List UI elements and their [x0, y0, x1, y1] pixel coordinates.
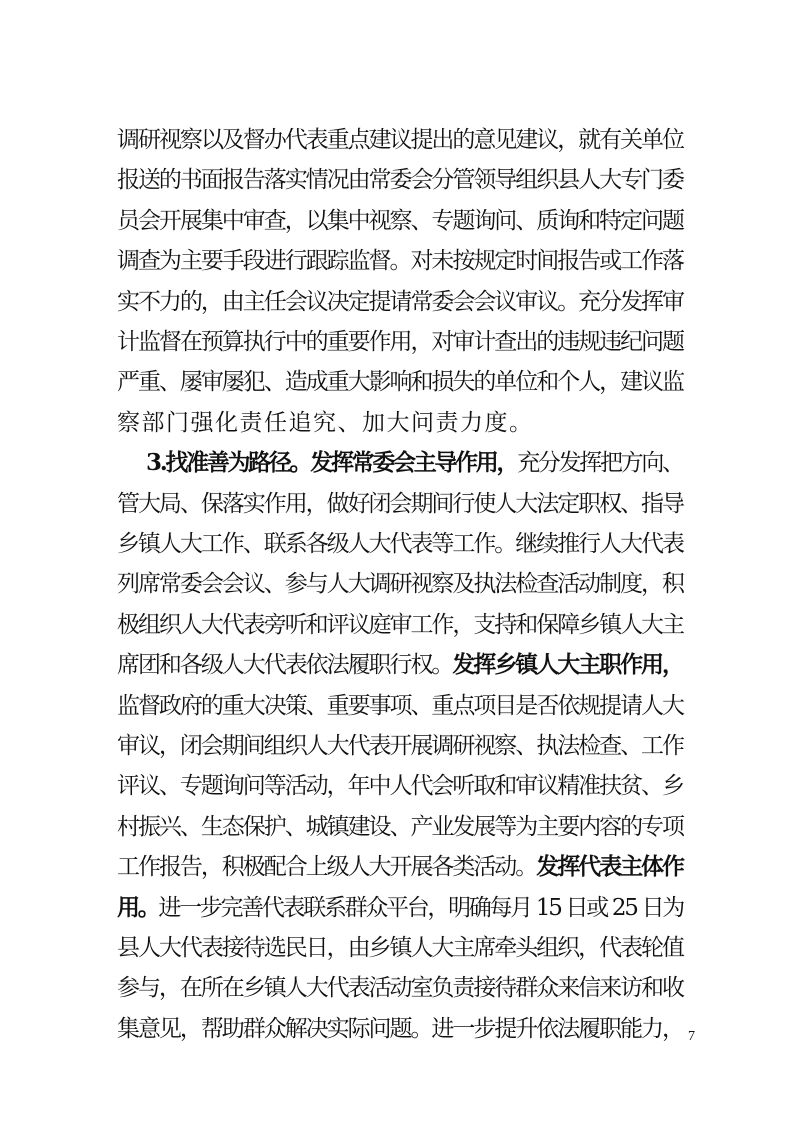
- page-number: 7: [688, 1029, 695, 1044]
- text-segment: 报送的书面报告落实情况由常委会分管领导组织县人大专门委: [117, 167, 683, 194]
- text-segment: 严重、屡审屡犯、造成重大影响和损失的单位和个人，建议监: [117, 369, 683, 396]
- text-segment: 村振兴、生态保护、城镇建设、产业发展等为主要内容的专项: [117, 813, 683, 840]
- text-segment: 评议、专题询问等活动，年中人代会听取和审议精准扶贫、乡: [117, 773, 683, 800]
- text-line: [117, 120, 687, 160]
- text-line: [117, 201, 687, 241]
- text-segment: 调查为主要手段进行跟踪监督。对未按规定时间报告或工作落: [117, 248, 683, 275]
- text-segment: 监督政府的重大决策、重要事项、重点项目是否依规提请人大: [117, 692, 683, 719]
- text-segment: 工作报告，积极配合上级人大开展各类活动。: [117, 854, 537, 881]
- text-segment: 集意见，帮助群众解决实际问题。进一步提升依法履职能力，: [117, 1015, 683, 1042]
- text-line: [117, 645, 687, 685]
- bold-text-segment: 发挥代表主体作: [536, 853, 683, 881]
- text-line: [117, 726, 687, 766]
- text-line: [117, 766, 687, 806]
- text-segment: 县人大代表接待选民日，由乡镇人大主席牵头组织，代表轮值: [117, 935, 683, 961]
- text-line: [117, 605, 687, 645]
- text-segment: 调研视察以及督办代表重点建议提出的意见建议，就有关单位: [117, 127, 683, 153]
- text-line: [117, 968, 687, 1008]
- text-line: [117, 322, 687, 362]
- text-segment: 员会开展集中审查，以集中视察、专题询问、质询和特定问题: [117, 207, 683, 234]
- bold-text-segment: 发挥常委会主导作用，: [310, 449, 518, 477]
- text-line: [117, 362, 687, 402]
- text-segment: 列席常委会会议、参与人大调研视察及执法检查活动制度，积: [117, 571, 683, 598]
- text-line: [117, 888, 687, 928]
- text-line: [117, 484, 687, 524]
- text-segment: 参与，在所在乡镇人大代表活动室负责接待群众来信来访和收: [117, 975, 683, 1002]
- bold-text-segment: 3.找准善为路径。: [146, 449, 311, 477]
- text-line: [117, 524, 687, 564]
- text-segment: 充分发挥把方向、: [517, 450, 683, 477]
- bold-text-segment: 用。: [117, 893, 159, 921]
- bold-text-segment: 发挥乡镇人大主职作用，: [452, 651, 683, 679]
- text-segment: 极组织人大代表旁听和评议庭审工作，支持和保障乡镇人大主: [117, 611, 683, 638]
- text-line: [117, 847, 687, 887]
- text-segment: 实不力的，由主任会议决定提请常委会会议审议。充分发挥审: [117, 288, 683, 315]
- text-segment: 管大局、保落实作用，做好闭会期间行使人大法定职权、指导: [117, 490, 683, 517]
- text-line: [117, 928, 687, 968]
- text-segment: 计监督在预算执行中的重要作用，对审计查出的违规违纪问题: [117, 329, 683, 355]
- text-segment: 乡镇人大工作、联系各级人大代表等工作。继续推行人大代表: [117, 531, 683, 557]
- text-line: [117, 564, 687, 604]
- text-segment: 进一步完善代表联系群众平台，明确每月 15 日或 25 日为: [158, 894, 683, 921]
- text-line: [117, 1009, 687, 1049]
- text-line: [117, 686, 687, 726]
- text-line: [117, 160, 687, 200]
- text-line: [117, 241, 687, 281]
- text-segment: 察部门强化责任追究、加大问责力度。: [117, 409, 534, 436]
- text-segment: 审议，闭会期间组织人大代表开展调研视察、执法检查、工作: [117, 733, 683, 759]
- text-line: [146, 443, 687, 483]
- text-line: [117, 403, 687, 443]
- text-line: [117, 282, 687, 322]
- text-line: [117, 807, 687, 847]
- text-segment: 席团和各级人大代表依法履职行权。: [117, 652, 453, 679]
